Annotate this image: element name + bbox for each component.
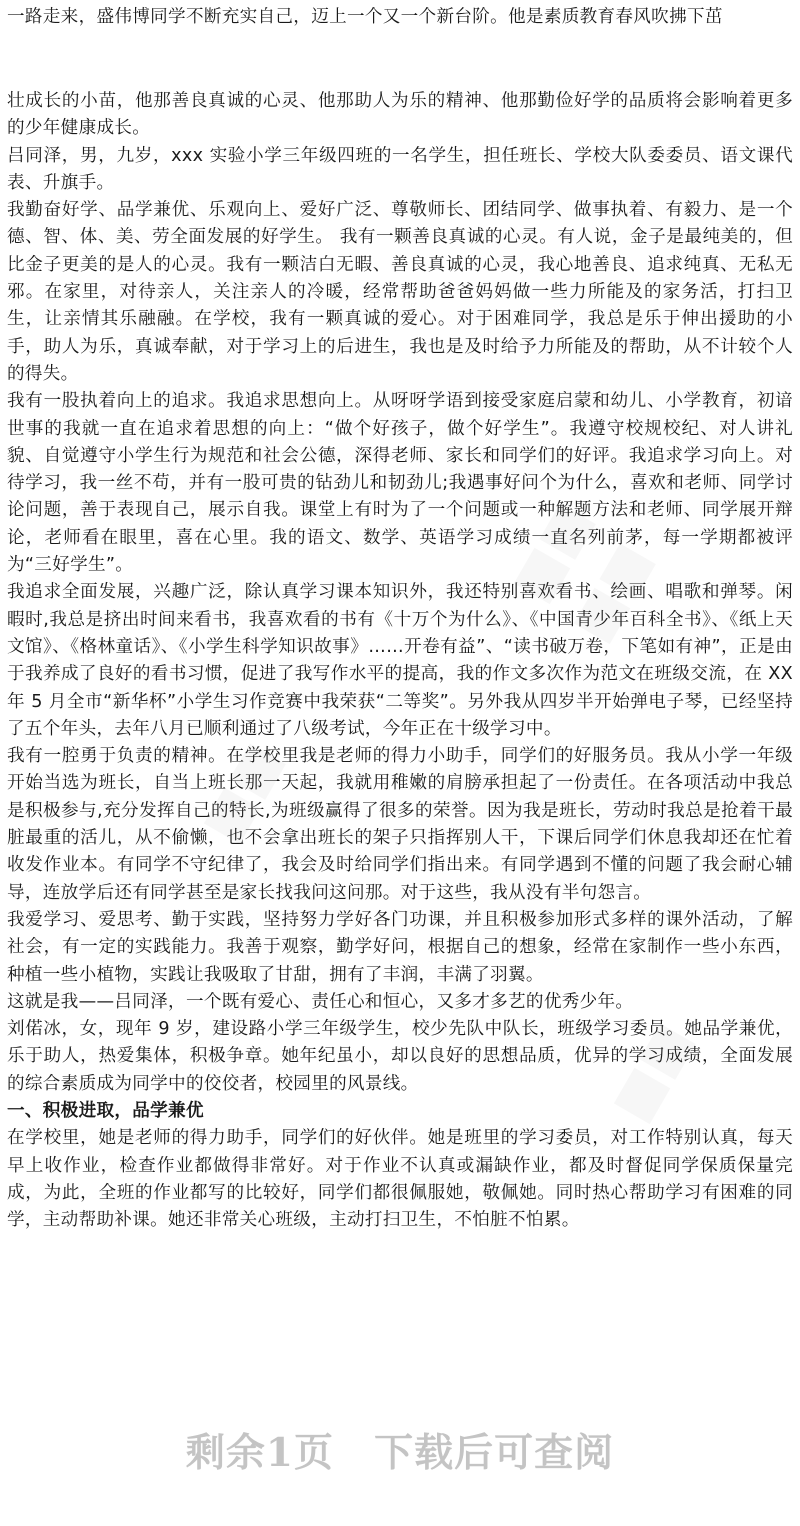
download-to-view-link[interactable]: 下载后可查阅 (374, 1430, 615, 1476)
remaining-pages-label[interactable]: 剩余1页 (185, 1430, 335, 1476)
watermark-mark: ■■ (598, 1011, 704, 1132)
paragraph: 吕同泽，男，九岁，xxx 实验小学三年级四班的一名学生，担任班长、学校大队委委员、语文课代表、升旗手。 (7, 145, 793, 193)
paragraph: 这就是我——吕同泽，一个既有爱心、责任心和恒心，又多才多艺的优秀少年。 (7, 991, 634, 1012)
paragraph: 我勤奋好学、品学兼优、乐观向上、爱好广泛、尊敬师长、团结同学、做事执着、有毅力、是一个德、智、体、美、劳全面发展的好学生。 我有一颗善良真诚的心灵。有人说，金子是最纯美的，但比金子更美的是人的心灵。我有一颗洁白无暇、善良真诚的心灵，我心地善良、追求纯真、无私无邪。在家里，对待亲人，关注亲人的冷暖，经常帮助爸爸妈妈做一些力所能及的家务活，打扫卫生，让亲情其乐融融。在学校，我有一颗真诚的爱心。对于困难同学，我总是乐于伸出援助的小手，助人为乐，真诚奉献，对于学习上的后进生，我也是及时给予力所能及的帮助，从不计较个人的得失。 (7, 200, 793, 384)
section-heading: 一、积极进取，品学兼优 (7, 1100, 204, 1121)
paragraph: 刘偌冰，女，现年 9 岁，建设路小学三年级学生，校少先队中队长，班级学习委员。她品学兼优，乐于助人，热爱集体，积极争章。她年纪虽小，却以良好的思想品质，优异的学习成绩，全面发展的综合素质成为同学中的佼佼者，校园里的风景线。 (7, 1019, 793, 1094)
paragraph: 我爱学习、爱思考、勤于实践，坚持努力学好各门功课，并且积极参加形式多样的课外活动，了解社会，有一定的实践能力。我善于观察，勤学好问，根据自己的想象，经常在家制作一些小东西，种植一些小植物，实践让我吸取了甘甜，拥有了丰润，丰满了羽翼。 (7, 909, 793, 985)
watermark-mark: ■■ (558, 531, 664, 652)
paragraph: 我有一腔勇于负责的精神。在学校里我是老师的得力小助手，同学们的好服务员。我从小学一年级开始当选为班长，自当上班长那一天起，我就用稚嫩的肩膀承担起了一份责任。在各项活动中我总是积极参与,充分发挥自己的特长,为班级赢得了很多的荣誉。因为我是班长，劳动时我总是抢着干最脏最重的活儿，从不偷懒，也不会拿出班长的架子只指挥别人干，下课后同学们休息我却还在忙着收发作业本。有同学不守纪律了，我会及时给同学们指出来。有同学遇到不懂的问题了我会耐心辅导，连放学后还有同学甚至是家长找我问这问那。对于这些，我从没有半句怨言。 (7, 746, 793, 903)
paragraph: 我有一股执着向上的追求。我追求思想向上。从呀呀学语到接受家庭启蒙和幼儿、小学教育，初谙世事的我就一直在追求着思想的向上：“做个好孩子，做个好学生”。我遵守校规校纪、对人讲礼貌、自觉遵守小学生行为规范和社会公德，深得老师、家长和同学们的好评。我追求学习向上。对待学习，我一丝不苟，并有一股可贵的钻劲儿和韧劲儿;我遇事好问个为什么，喜欢和老师、同学讨论问题，善于表现自己，展示自我。课堂上有时为了一个问题或一种解题方法和老师、同学展开辩论，老师看在眼里，喜在心里。我的语文、数学、英语学习成绩一直名列前茅，每一学期都被评为“三好学生”。 (7, 391, 793, 576)
document-top-line (7, 4, 793, 31)
download-banner[interactable] (0, 1422, 800, 1478)
paragraph-top: 一路走来，盛伟博同学不断充实自己，迈上一个又一个新台阶。他是素质教育春风吹拂下茁 (7, 7, 723, 27)
paragraph: 我追求全面发展，兴趣广泛，除认真学习课本知识外，我还特别喜欢看书、绘画、唱歌和弹琴。闲暇时,我总是挤出时间来看书，我喜欢看的书有《十万个为什么》、《中国青少年百科全书》、《纸上天文馆》、《格林童话》、《小学生科学知识故事》……开卷有益”、“读书破万卷，下笔如有神”，正是由于我养成了良好的看书习惯，促进了我写作水平的提高，我的作文多次作为范文在班级交流，在 XX 年 5 月全市“新华杯”小学生习作竞赛中我荣获“二等奖”。另外我从四岁半开始弹电子琴，已经坚持了五个年头，去年八月已顺利通过了八级考试，今年正在十级学习中。 (7, 582, 793, 739)
watermark-mark: ■■ (188, 731, 294, 852)
paragraph: 壮成长的小苗，他那善良真诚的心灵、他那助人为乐的精神、他那勤俭好学的品质将会影响着更多的少年健康成长。 (7, 91, 793, 139)
paragraph: 在学校里，她是老师的得力助手，同学们的好伙伴。她是班里的学习委员，对工作特别认真，每天早上收作业，检查作业都做得非常好。对于作业不认真或漏缺作业，都及时督促同学保质保量完成，为此，全班的作业都写的比较好，同学们都很佩服她，敬佩她。同时热心帮助学习有困难的同学，主动帮助补课。她还非常关心班级，主动打扫卫生，不怕脏不怕累。 (7, 1128, 793, 1231)
watermark-mark: ■■ (498, 491, 604, 612)
document-body (7, 88, 793, 1234)
